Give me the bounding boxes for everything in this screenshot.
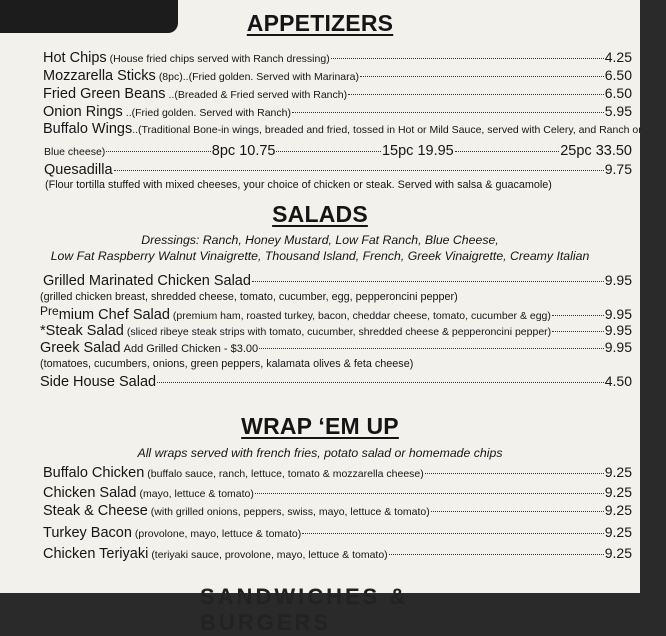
- price-8pc: 8pc 10.75: [211, 143, 276, 159]
- item-price: 9.95: [604, 339, 632, 355]
- item-description: (teriyaki sauce, provolone, mayo, lettuce & tomato): [151, 549, 388, 561]
- item-name: Chicken Teriyaki: [43, 546, 149, 562]
- item-name: Onion Rings: [43, 104, 123, 120]
- wraps-heading: WRAP ‘EM UP: [241, 413, 399, 439]
- dot-leader: [259, 348, 604, 349]
- dot-leader: [302, 533, 603, 534]
- menu-item-steak-salad: [40, 322, 632, 339]
- price-15pc: 15pc 19.95: [381, 143, 454, 159]
- menu-item-steak-cheese-wrap: [43, 502, 632, 519]
- item-name: *Steak Salad: [40, 323, 124, 339]
- item-name-prefix: Pre: [40, 304, 59, 318]
- menu-item-premium-chef-salad: [40, 306, 632, 323]
- item-price: 5.95: [604, 103, 632, 119]
- item-name: Chicken Salad: [43, 485, 137, 501]
- item-price: 9.95: [604, 322, 632, 338]
- item-name: Side House Salad: [40, 374, 157, 390]
- item-price: 9.25: [604, 502, 632, 518]
- grilled-chicken-salad-note: (grilled chicken breast, shredded cheese, tomato, cucumber, egg, pepperoncini pepper): [40, 291, 458, 303]
- item-description: (premium ham, roasted turkey, bacon, cheddar cheese, tomato, cucumber & egg): [172, 310, 551, 322]
- item-name: Grilled Marinated Chicken Salad: [43, 273, 251, 289]
- item-description: (House fried chips served with Ranch dressing): [109, 53, 330, 65]
- item-name: Greek Salad: [40, 340, 121, 356]
- dot-leader: [425, 473, 604, 474]
- menu-item-chicken-salad-wrap: [43, 484, 632, 501]
- wraps-subtitle: All wraps served with french fries, potato salad or homemade chips: [137, 446, 503, 460]
- item-description: (provolone, mayo, lettuce & tomato): [134, 528, 302, 540]
- item-description-cont: Blue cheese): [44, 146, 106, 158]
- item-description: ..(Breaded & Fried served with Ranch): [168, 89, 348, 101]
- menu-item-greek-salad: [40, 339, 632, 356]
- dot-leader: [106, 151, 210, 152]
- dot-leader: [348, 94, 604, 95]
- price-25pc: 25pc 33.50: [560, 143, 632, 159]
- item-description: ..(Traditional Bone-in wings, breaded and fried, tossed in Hot or Mild Sauce, served with Celery, and Ranch or: [132, 124, 642, 136]
- menu-item-buffalo-wings: [43, 121, 642, 137]
- item-description: (with grilled onions, peppers, swiss, mayo, lettuce & tomato): [150, 506, 430, 518]
- item-description: (buffalo sauce, ranch, lettuce, tomato & mozzarella cheese): [147, 468, 424, 480]
- dot-leader: [331, 58, 604, 59]
- dot-leader: [157, 382, 604, 383]
- item-name: Quesadilla: [44, 162, 113, 178]
- item-name: Turkey Bacon: [43, 525, 132, 541]
- dot-leader: [360, 76, 604, 77]
- item-name: Hot Chips: [43, 50, 107, 66]
- salads-heading: SALADS: [272, 201, 368, 227]
- appetizers-heading: APPETIZERS: [246, 10, 394, 36]
- dot-leader: [276, 151, 380, 152]
- item-price: 4.50: [604, 373, 632, 389]
- dot-leader: [292, 112, 604, 113]
- buffalo-wings-prices: [44, 143, 632, 159]
- item-price: 9.25: [604, 484, 632, 500]
- menu-item-chicken-teriyaki-wrap: [43, 545, 632, 562]
- dressings-line-2: Low Fat Raspberry Walnut Vinaigrette, Thousand Island, French, Greek Vinaigrette, Creamy Italian: [50, 249, 590, 263]
- item-price: 4.25: [604, 49, 632, 65]
- item-name: mium Chef Salad: [58, 307, 170, 323]
- item-description: (mayo, lettuce & tomato): [139, 488, 254, 500]
- menu-item-quesadilla: [44, 161, 632, 178]
- item-price: 9.95: [604, 306, 632, 322]
- dot-leader: [552, 315, 604, 316]
- item-name: Buffalo Wings: [43, 121, 133, 137]
- item-description: (8pc)..(Fried golden. Served with Marinara): [158, 71, 359, 83]
- dot-leader: [114, 170, 604, 171]
- item-price: 9.75: [604, 161, 632, 177]
- menu-item-fried-green-beans: [43, 85, 632, 102]
- menu-item-turkey-bacon-wrap: [43, 524, 632, 541]
- dot-leader: [431, 511, 604, 512]
- item-description: ..(Fried golden. Served with Ranch): [125, 107, 291, 119]
- item-price: 9.25: [604, 524, 632, 540]
- item-description: (sliced ribeye steak strips with tomato, cucumber, shredded cheese & pepperoncini pepper): [126, 326, 552, 338]
- item-price: 6.50: [604, 67, 632, 83]
- next-section-heading-partial: SANDWICHES & BURGERS: [200, 584, 409, 635]
- dot-leader: [552, 331, 604, 332]
- dressings-line-1: Dressings: Ranch, Honey Mustard, Low Fat Ranch, Blue Cheese,: [141, 233, 499, 247]
- menu-item-mozzarella-sticks: [43, 67, 632, 84]
- dot-leader: [252, 281, 604, 282]
- greek-salad-note: (tomatoes, cucumbers, onions, green peppers, kalamata olives & feta cheese): [40, 358, 414, 370]
- menu-item-hot-chips: [43, 49, 632, 66]
- item-description: Add Grilled Chicken - $3.00: [123, 343, 259, 355]
- item-price: 9.95: [604, 272, 632, 288]
- menu-item-buffalo-chicken-wrap: [43, 464, 632, 481]
- item-name: Fried Green Beans: [43, 86, 166, 102]
- menu-item-grilled-chicken-salad: [43, 272, 632, 289]
- item-price: 9.25: [604, 545, 632, 561]
- item-price: 9.25: [604, 464, 632, 480]
- item-name: Mozzarella Sticks: [43, 68, 156, 84]
- item-price: 6.50: [604, 85, 632, 101]
- dot-leader: [255, 493, 604, 494]
- menu-item-side-house-salad: [40, 373, 632, 390]
- item-name: Buffalo Chicken: [43, 465, 145, 481]
- item-name: Steak & Cheese: [43, 503, 148, 519]
- quesadilla-note: (Flour tortilla stuffed with mixed cheeses, your choice of chicken or steak. Served with salsa & guacamole): [45, 179, 552, 191]
- menu-item-onion-rings: [43, 103, 632, 120]
- dot-leader: [389, 554, 604, 555]
- dot-leader: [455, 151, 559, 152]
